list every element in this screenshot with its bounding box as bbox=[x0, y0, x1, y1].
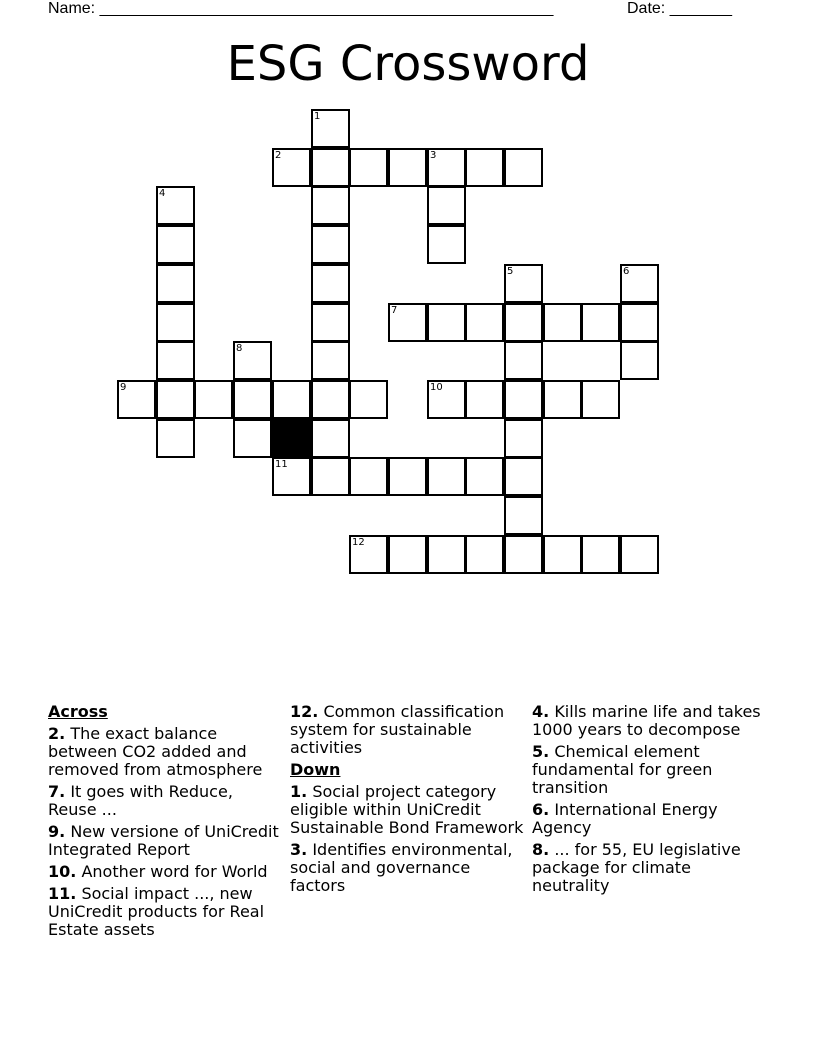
grid-cell[interactable] bbox=[620, 341, 659, 380]
grid-cell[interactable] bbox=[427, 380, 466, 419]
grid-cell[interactable] bbox=[233, 341, 272, 380]
grid-cell[interactable] bbox=[311, 303, 350, 342]
grid-cell[interactable] bbox=[272, 380, 311, 419]
cell-number: 11 bbox=[275, 459, 288, 470]
down-heading: Down bbox=[290, 760, 341, 779]
grid-cell[interactable] bbox=[311, 419, 350, 458]
grid-cell[interactable] bbox=[349, 457, 388, 496]
clue-down-6 bbox=[532, 801, 768, 837]
grid-cell[interactable] bbox=[311, 186, 350, 225]
grid-cell[interactable] bbox=[504, 419, 543, 458]
clue-number: 1. bbox=[290, 782, 308, 801]
clue-text: It goes with Reduce, Reuse ... bbox=[48, 782, 233, 819]
grid-cell[interactable] bbox=[620, 264, 659, 303]
grid-cell[interactable] bbox=[504, 341, 543, 380]
grid-cell[interactable] bbox=[388, 303, 427, 342]
cell-number: 3 bbox=[430, 150, 437, 161]
grid-cell[interactable] bbox=[156, 186, 195, 225]
grid-cell[interactable] bbox=[311, 225, 350, 264]
clue-text: Social impact ..., new UniCredit products for Real Estate assets bbox=[48, 884, 265, 939]
cell-number: 5 bbox=[507, 266, 514, 277]
grid-cell[interactable] bbox=[311, 109, 350, 148]
grid-cell[interactable] bbox=[156, 264, 195, 303]
grid-cell[interactable] bbox=[504, 264, 543, 303]
clue-text: ... for 55, EU legislative package for climate neutrality bbox=[532, 840, 741, 895]
grid-cell[interactable] bbox=[504, 303, 543, 342]
name-field-label[interactable]: Name: ___________________________________________________ bbox=[48, 0, 554, 17]
grid-cell[interactable] bbox=[194, 380, 233, 419]
grid-cell[interactable] bbox=[272, 457, 311, 496]
cell-number: 12 bbox=[352, 537, 365, 548]
clue-text: Identifies environmental, social and governance factors bbox=[290, 840, 513, 895]
grid-cell[interactable] bbox=[349, 380, 388, 419]
grid-cell[interactable] bbox=[233, 380, 272, 419]
grid-cell[interactable] bbox=[349, 535, 388, 574]
date-field-label[interactable]: Date: _______ bbox=[627, 0, 732, 17]
clue-number: 2. bbox=[48, 724, 66, 743]
clue-across-10 bbox=[48, 863, 284, 881]
clue-text: New versione of UniCredit Integrated Report bbox=[48, 822, 279, 859]
grid-cell[interactable] bbox=[427, 303, 466, 342]
clue-number: 11. bbox=[48, 884, 77, 903]
clue-across-2 bbox=[48, 725, 284, 779]
clue-number: 6. bbox=[532, 800, 550, 819]
grid-cell[interactable] bbox=[504, 380, 543, 419]
grid-cell[interactable] bbox=[117, 380, 156, 419]
grid-cell[interactable] bbox=[504, 457, 543, 496]
clue-text: Kills marine life and takes 1000 years to decompose bbox=[532, 702, 761, 739]
grid-cell[interactable] bbox=[427, 148, 466, 187]
grid-cell[interactable] bbox=[388, 457, 427, 496]
grid-cell[interactable] bbox=[543, 303, 582, 342]
clue-down-8 bbox=[532, 841, 768, 895]
cell-number: 9 bbox=[120, 382, 127, 393]
grid-cell[interactable] bbox=[504, 535, 543, 574]
grid-cell[interactable] bbox=[311, 457, 350, 496]
clue-down-5 bbox=[532, 743, 768, 797]
cell-number: 8 bbox=[236, 343, 243, 354]
clue-down-1 bbox=[290, 783, 526, 837]
grid-cell[interactable] bbox=[311, 148, 350, 187]
grid-cell[interactable] bbox=[581, 380, 620, 419]
grid-cell[interactable] bbox=[504, 148, 543, 187]
grid-cell[interactable] bbox=[427, 535, 466, 574]
clue-number: 12. bbox=[290, 702, 319, 721]
clue-across-7 bbox=[48, 783, 284, 819]
grid-cell[interactable] bbox=[465, 148, 504, 187]
clue-number: 3. bbox=[290, 840, 308, 859]
grid-cell[interactable] bbox=[465, 535, 504, 574]
across-heading: Across bbox=[48, 702, 108, 721]
clue-text: Chemical element fundamental for green transition bbox=[532, 742, 713, 797]
clue-text: Social project category eligible within UniCredit Sustainable Bond Framework bbox=[290, 782, 524, 837]
clues-column-2 bbox=[290, 703, 526, 899]
clue-number: 8. bbox=[532, 840, 550, 859]
grid-cell[interactable] bbox=[156, 380, 195, 419]
grid-cell[interactable] bbox=[465, 303, 504, 342]
grid-cell[interactable] bbox=[388, 148, 427, 187]
clue-number: 9. bbox=[48, 822, 66, 841]
clue-across-12 bbox=[290, 703, 526, 757]
clue-number: 7. bbox=[48, 782, 66, 801]
grid-cell[interactable] bbox=[620, 535, 659, 574]
clue-across-11 bbox=[48, 885, 284, 939]
grid-cell[interactable] bbox=[156, 419, 195, 458]
grid-cell[interactable] bbox=[543, 535, 582, 574]
grid-cell[interactable] bbox=[311, 341, 350, 380]
clue-text: Common classification system for sustainable activities bbox=[290, 702, 505, 757]
grid-cell[interactable] bbox=[427, 457, 466, 496]
grid-cell[interactable] bbox=[620, 303, 659, 342]
grid-cell[interactable] bbox=[465, 380, 504, 419]
grid-cell[interactable] bbox=[543, 380, 582, 419]
clue-number: 10. bbox=[48, 862, 77, 881]
grid-cell[interactable] bbox=[465, 457, 504, 496]
grid-cell[interactable] bbox=[427, 225, 466, 264]
grid-cell[interactable] bbox=[349, 148, 388, 187]
cell-number: 10 bbox=[430, 382, 443, 393]
grid-cell[interactable] bbox=[581, 303, 620, 342]
grid-cell[interactable] bbox=[388, 535, 427, 574]
clue-number: 4. bbox=[532, 702, 550, 721]
clue-text: International Energy Agency bbox=[532, 800, 718, 837]
grid-cell[interactable] bbox=[311, 264, 350, 303]
grid-cell[interactable] bbox=[156, 225, 195, 264]
clue-down-4 bbox=[532, 703, 768, 739]
cell-number: 7 bbox=[391, 305, 398, 316]
grid-cell[interactable] bbox=[233, 419, 272, 458]
clue-text: The exact balance between CO2 added and removed from atmosphere bbox=[48, 724, 263, 779]
grid-cell[interactable] bbox=[504, 496, 543, 535]
page-title: ESG Crossword bbox=[226, 36, 590, 92]
grid-cell[interactable] bbox=[427, 186, 466, 225]
grid-cell[interactable] bbox=[156, 341, 195, 380]
grid-cell[interactable] bbox=[581, 535, 620, 574]
clues-column-3 bbox=[532, 703, 768, 899]
clue-down-3 bbox=[290, 841, 526, 895]
grid-cell[interactable] bbox=[156, 303, 195, 342]
cell-number: 6 bbox=[623, 266, 630, 277]
grid-cell[interactable] bbox=[272, 148, 311, 187]
grid-cell[interactable] bbox=[311, 380, 350, 419]
cell-number: 2 bbox=[275, 150, 282, 161]
clue-number: 5. bbox=[532, 742, 550, 761]
cell-number: 4 bbox=[159, 188, 166, 199]
clue-across-9 bbox=[48, 823, 284, 859]
clue-text: Another word for World bbox=[81, 862, 268, 881]
blocked-cell bbox=[272, 419, 311, 458]
cell-number: 1 bbox=[314, 111, 321, 122]
clues-column-1 bbox=[48, 703, 284, 943]
